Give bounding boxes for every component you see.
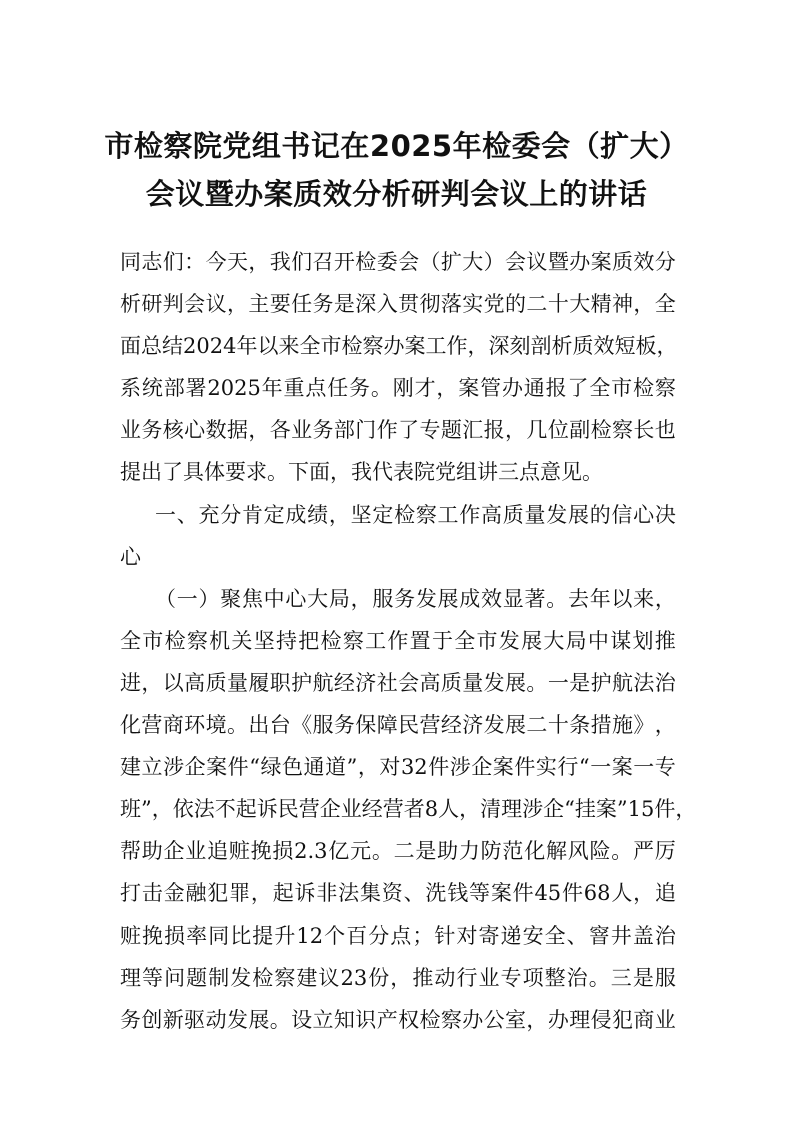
body-line: 理 等 问 题 制 发 检 察 建 议 23 份 ， 推 动 行 业 专 项 整 治 。 三 是 服 [120, 965, 676, 990]
body-line: 心 [120, 544, 141, 569]
body-line: 进 ， 以 高 质 量 履 职 护 航 经 济 社 会 高 质 量 发 展 。 一 是 护 航 法 治 [120, 670, 676, 695]
body-line: 同 志 们 ： 今 天 ， 我 们 召 开 检 委 会 （ 扩 大 ） 会 议 暨 办 案 质 效 分 [120, 250, 676, 274]
body-line: 全 市 检 察 机 关 坚 持 把 检 察 工 作 置 于 全 市 发 展 大 局 中 谋 划 推 [120, 628, 676, 653]
body-line: 析 研 判 会 议 ， 主 要 任 务 是 深 入 贯 彻 落 实 党 的 二 十 大 精 神 ， 全 [120, 292, 676, 317]
body-line: （ 一 ） 聚 焦 中 心 大 局 ， 服 务 发 展 成 效 显 著 。 去 年 以 来 ， [155, 586, 676, 611]
body-line: 打 击 金 融 犯 罪 ， 起 诉 非 法 集 资 、 洗 钱 等 案 件 45 件 68 人 ， 追 [120, 881, 676, 906]
body-line: 帮 助 企 业 追 赃 挽 损 2.3 亿 元 。 二 是 助 力 防 范 化 解 风 险 。 严 厉 [120, 839, 676, 864]
body-line: 一 、 充 分 肯 定 成 绩 ， 坚 定 检 察 工 作 高 质 量 发 展 的 信 心 决 [155, 502, 676, 527]
body-line: 业 务 核 心 数 据 ， 各 业 务 部 门 作 了 专 题 汇 报 ， 几 位 副 检 察 长 也 [120, 418, 676, 443]
document-title-line-2: 会议暨办案质效分析研判会议上的讲话 [145, 177, 648, 211]
body-line: 化 营 商 环 境 。 出 台 《 服 务 保 障 民 营 经 济 发 展 二 十 条 措 施 》 ， [120, 713, 676, 738]
document-body [120, 241, 697, 1041]
document-title-line-1: 市检察院党组书记在2025年检委会（扩大） [104, 129, 689, 163]
body-line: 班 ” ， 依 法 不 起 诉 民 营 企 业 经 营 者 8 人 ， 清 理 涉 企 “ 挂 案 ” 15 件 ， [120, 797, 697, 822]
body-line: 面 总 结 2024 年 以 来 全 市 检 察 办 案 工 作 ， 深 刻 剖 析 质 效 短 板 ， [120, 334, 678, 359]
body-line: 提 出 了 具 体 要 求 。 下 面 ， 我 代 表 院 党 组 讲 三 点 意 见 。 [120, 460, 603, 485]
body-line: 系 统 部 署 2025 年 重 点 任 务 。 刚 才 ， 案 管 办 通 报 了 全 市 检 察 [120, 376, 676, 401]
body-line: 建 立 涉 企 案 件 “ 绿 色 通 道 ” ， 对 32 件 涉 企 案 件 实 行 “ 一 案 一 专 [120, 755, 676, 780]
body-line: 务 创 新 驱 动 发 展 。 设 立 知 识 产 权 检 察 办 公 室 ， 办 理 侵 犯 商 业 [120, 1007, 676, 1032]
body-line: 赃 挽 损 率 同 比 提 升 12 个 百 分 点 ； 针 对 寄 递 安 全 、 窨 井 盖 治 [120, 923, 676, 948]
